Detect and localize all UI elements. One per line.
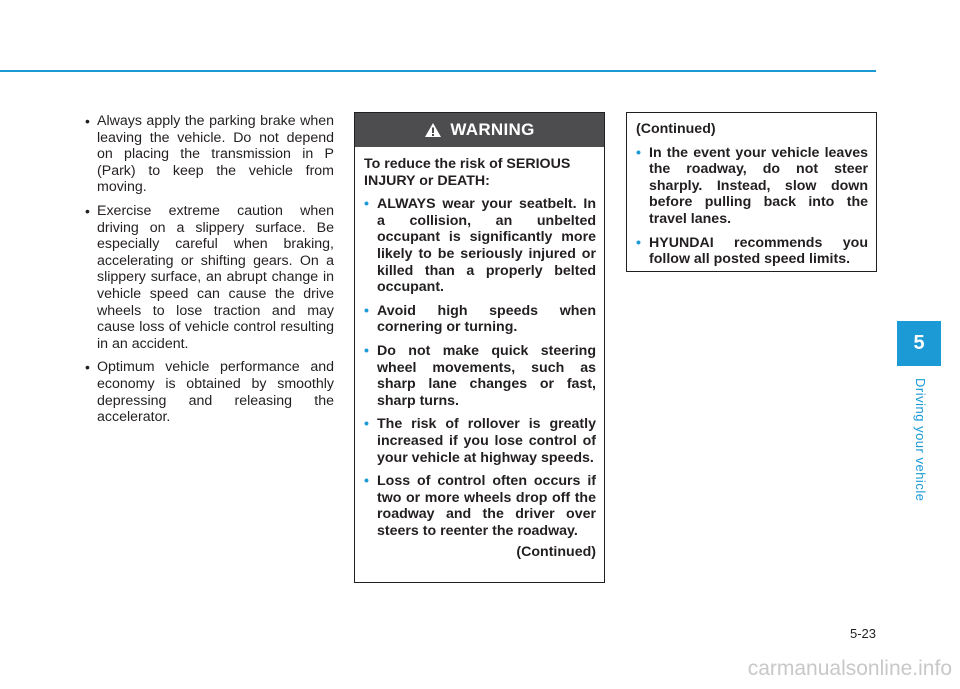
- bullet-icon: •: [636, 144, 641, 161]
- list-item: [364, 196, 596, 296]
- left-column: [78, 113, 334, 433]
- list-item: [364, 416, 596, 466]
- header-rule: [0, 70, 876, 72]
- page-number: 5-23: [849, 626, 876, 641]
- list-item: [78, 203, 334, 352]
- continued-label: (Continued): [516, 544, 596, 561]
- warning-list: [364, 196, 596, 539]
- bullet-icon: •: [364, 196, 369, 213]
- list-item-text: Always apply the parking brake when leaving the vehicle. Do not depend on placing the transmission in P (Park) to keep the vehicle from moving.: [97, 113, 334, 196]
- continued-list: [636, 145, 868, 268]
- bullet-icon: •: [636, 234, 641, 251]
- warning-intro: To reduce the risk of SERIOUS INJURY or DEATH:: [364, 156, 571, 189]
- bullet-icon: •: [85, 202, 90, 219]
- list-item-text: Do not make quick steering wheel movements, such as sharp lane changes or fast, sharp turns.: [377, 342, 596, 409]
- list-item-text: HYUNDAI recommends you follow all posted speed limits.: [649, 234, 868, 268]
- list-item-text: In the event your vehicle leaves the roadway, do not steer sharply. Instead, slow down before pulling back into the travel lanes.: [649, 144, 868, 227]
- list-item-text: Optimum vehicle performance and economy is obtained by smoothly depressing and releasing the accelerator.: [97, 359, 334, 426]
- continued-box: [626, 112, 877, 272]
- list-item: [78, 113, 334, 196]
- bullet-icon: •: [364, 342, 369, 359]
- list-item: [364, 343, 596, 409]
- bullet-icon: •: [364, 302, 369, 319]
- list-item-text: Exercise extreme caution when driving on a slippery surface. Be especially careful when braking, accelerating or shifting gears. On a slippery surface, an abrupt change in vehicle speed can cause the drive wheels to lose traction and may cause loss of vehicle control resulting in an accident.: [97, 202, 334, 352]
- list-item: [636, 235, 868, 268]
- chapter-tab: [897, 321, 941, 366]
- list-item-text: Avoid high speeds when cornering or turning.: [377, 302, 596, 336]
- list-item-text: ALWAYS wear your seatbelt. In a collision, an unbelted occupant is significantly more likely to be seriously injured or killed than a properly belted occupant.: [377, 196, 596, 296]
- warning-box: [354, 112, 605, 583]
- bullet-icon: •: [85, 359, 90, 376]
- continued-heading: (Continued): [636, 121, 716, 137]
- list-item-text: Loss of control often occurs if two or more wheels drop off the roadway and the driver over steers to reenter the roadway.: [377, 473, 596, 539]
- chapter-number: 5: [913, 332, 925, 354]
- warning-body: [355, 147, 604, 561]
- warning-title: WARNING: [450, 120, 535, 139]
- watermark: carmanualsonline.info: [747, 657, 952, 680]
- chapter-title: Driving your vehicle: [913, 378, 928, 502]
- warning-header: [355, 113, 604, 147]
- list-item-text: The risk of rollover is greatly increased if you lose control of your vehicle at highway speeds.: [377, 416, 596, 466]
- list-item: [78, 359, 334, 425]
- warning-triangle-icon: [424, 122, 442, 138]
- bullet-icon: •: [364, 416, 369, 433]
- list-item: [636, 145, 868, 228]
- list-item: [364, 473, 596, 539]
- bullet-icon: •: [364, 473, 369, 490]
- tips-list: [78, 113, 334, 426]
- list-item: [364, 303, 596, 336]
- bullet-icon: •: [85, 113, 90, 129]
